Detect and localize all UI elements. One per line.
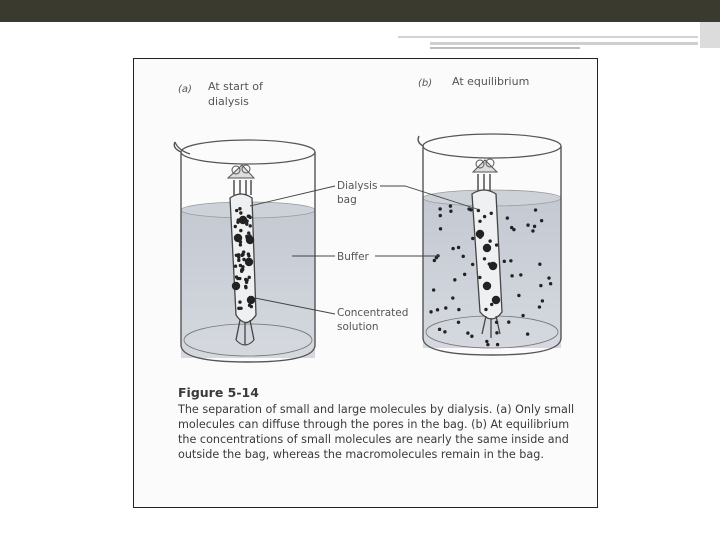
- small-molecule: [451, 247, 454, 250]
- small-molecule: [526, 223, 529, 226]
- small-molecule: [247, 254, 250, 257]
- small-molecule: [248, 216, 251, 219]
- small-molecule: [547, 276, 550, 279]
- caption-title: Figure 5-14: [178, 385, 259, 400]
- small-molecule: [462, 255, 465, 258]
- small-molecule: [438, 328, 441, 331]
- small-molecule: [539, 284, 542, 287]
- small-molecule: [457, 246, 460, 249]
- small-molecule: [241, 268, 244, 271]
- small-molecule: [526, 332, 529, 335]
- small-molecule: [469, 208, 472, 211]
- small-molecule: [488, 239, 491, 242]
- small-molecule: [236, 221, 239, 224]
- small-molecule: [466, 331, 469, 334]
- small-molecule: [463, 273, 466, 276]
- small-molecule: [531, 229, 534, 232]
- small-molecule: [496, 343, 499, 346]
- small-molecule: [436, 308, 439, 311]
- small-molecule: [248, 234, 251, 237]
- small-molecule: [248, 304, 251, 307]
- small-molecule: [245, 235, 248, 238]
- small-molecule: [234, 225, 237, 228]
- small-molecule: [242, 258, 245, 261]
- caption-body: The separation of small and large molecules by dialysis. (a) Only small molecules can diffuse through the pores in the bag. (b) At equilibrium the concentrations of small molecules are nearly the same inside and outside the bag, whereas the macromolecules remain in the bag.: [178, 403, 575, 461]
- small-molecule: [451, 296, 454, 299]
- small-molecule: [234, 265, 237, 268]
- small-molecule: [470, 335, 473, 338]
- small-molecule: [490, 303, 493, 306]
- small-molecule: [495, 321, 498, 324]
- small-molecule: [237, 234, 240, 237]
- small-molecule: [503, 260, 506, 263]
- small-molecule: [457, 321, 460, 324]
- small-molecule: [449, 204, 452, 207]
- small-molecule: [245, 222, 248, 225]
- callout-dialysis-bag-line2: bag: [337, 194, 357, 206]
- small-molecule: [490, 212, 493, 215]
- small-molecule: [507, 320, 510, 323]
- small-molecule: [244, 285, 247, 288]
- small-molecule: [534, 208, 537, 211]
- small-molecule: [538, 262, 541, 265]
- callout-concentrated-solution-line2: solution: [337, 321, 379, 333]
- small-molecule: [483, 215, 486, 218]
- small-molecule: [484, 308, 487, 311]
- small-molecule: [249, 296, 252, 299]
- small-molecule: [239, 243, 242, 246]
- small-molecule: [486, 343, 489, 346]
- small-molecule: [443, 330, 446, 333]
- small-molecule: [238, 207, 241, 210]
- small-molecule: [247, 231, 250, 234]
- small-molecule: [478, 276, 481, 279]
- small-molecule: [485, 340, 488, 343]
- small-molecule: [429, 310, 432, 313]
- panel-a-tag: (a): [178, 84, 192, 95]
- callout-buffer: Buffer: [337, 251, 369, 263]
- small-molecule: [239, 307, 242, 310]
- macromolecule: [483, 244, 491, 252]
- panel-b-title: At equilibrium: [452, 75, 530, 88]
- small-molecule: [239, 240, 242, 243]
- callout-concentrated-solution-line1: Concentrated: [337, 307, 409, 319]
- small-molecule: [471, 237, 474, 240]
- small-molecule: [538, 305, 541, 308]
- small-molecule: [235, 209, 238, 212]
- small-molecule: [533, 225, 536, 228]
- small-molecule: [512, 228, 515, 231]
- figure-caption: [178, 385, 578, 462]
- small-molecule: [432, 288, 435, 291]
- panel-a-title-line1: At start of: [208, 80, 263, 93]
- small-molecule: [245, 219, 248, 222]
- small-molecule: [540, 219, 543, 222]
- small-molecule: [471, 263, 474, 266]
- small-molecule: [453, 278, 456, 281]
- small-molecule: [438, 207, 441, 210]
- small-molecule: [238, 300, 241, 303]
- small-molecule: [235, 254, 238, 257]
- small-molecule: [495, 243, 498, 246]
- small-molecule: [239, 211, 242, 214]
- small-molecule: [236, 284, 239, 287]
- small-molecule: [439, 227, 442, 230]
- small-molecule: [483, 257, 486, 260]
- small-molecule: [435, 256, 438, 259]
- small-molecule: [444, 306, 447, 309]
- small-molecule: [517, 294, 520, 297]
- small-molecule: [240, 254, 243, 257]
- small-molecule: [457, 308, 460, 311]
- small-molecule: [248, 276, 251, 279]
- panel-b-tag: (b): [418, 78, 433, 89]
- small-molecule: [239, 264, 242, 267]
- small-molecule: [521, 314, 524, 317]
- small-molecule: [506, 216, 509, 219]
- small-molecule: [541, 299, 544, 302]
- panel-a-title-line2: dialysis: [208, 95, 249, 108]
- small-molecule: [449, 210, 452, 213]
- small-molecule: [433, 259, 436, 262]
- small-molecule: [237, 259, 240, 262]
- small-molecule: [485, 282, 488, 285]
- small-molecule: [245, 281, 248, 284]
- small-molecule: [479, 236, 482, 239]
- callout-line-bag-left: [250, 186, 335, 206]
- small-molecule: [488, 262, 491, 265]
- small-molecule: [478, 220, 481, 223]
- small-molecule: [495, 331, 498, 334]
- small-molecule: [238, 277, 241, 280]
- small-molecule: [549, 282, 552, 285]
- small-molecule: [491, 266, 494, 269]
- small-molecule: [439, 214, 442, 217]
- macromolecule: [492, 296, 500, 304]
- small-molecule: [494, 263, 497, 266]
- small-molecule: [510, 274, 513, 277]
- small-molecule: [519, 273, 522, 276]
- small-molecule: [239, 229, 242, 232]
- small-molecule: [249, 224, 252, 227]
- small-molecule: [240, 219, 243, 222]
- macromolecule: [245, 258, 253, 266]
- small-molecule: [509, 259, 512, 262]
- callout-dialysis-bag-line1: Dialysis: [337, 180, 378, 192]
